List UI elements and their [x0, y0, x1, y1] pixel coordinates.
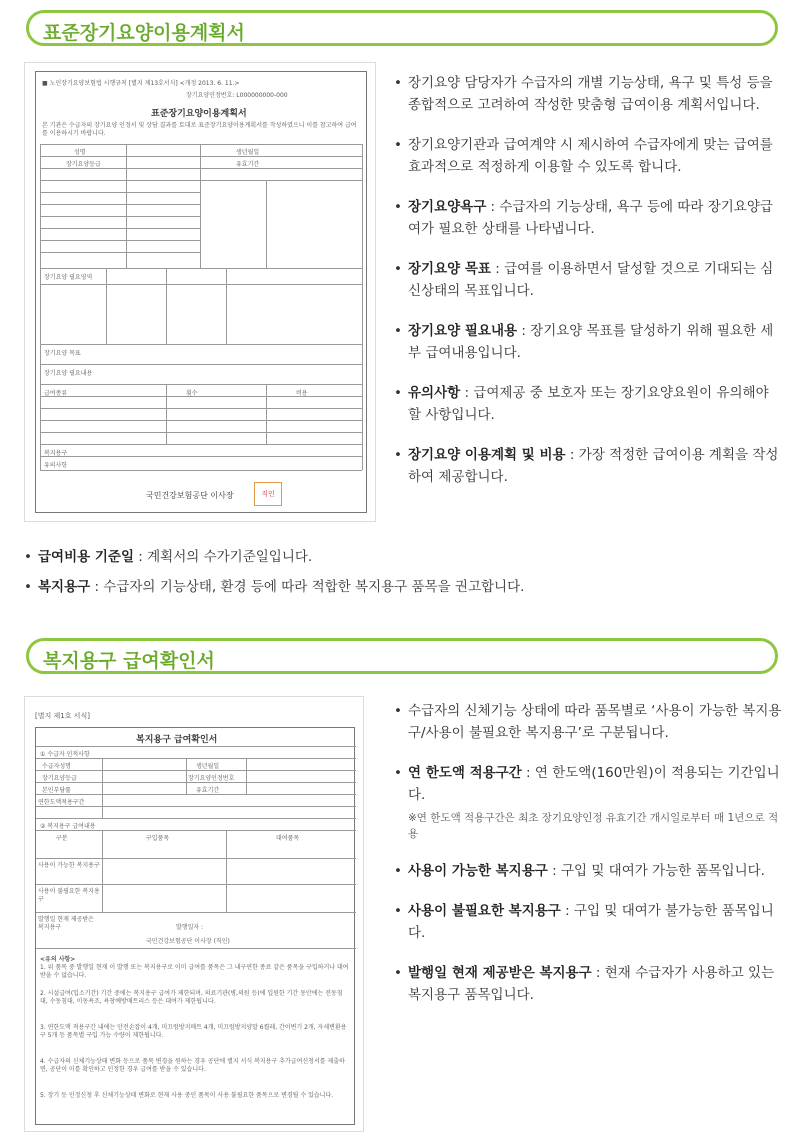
bullet-item: • 급여비용 기준일 : 계획서의 수가기준일입니다. [24, 546, 784, 568]
equipment-document-image [24, 696, 364, 1132]
issue-date-label: 발행일자 : [176, 924, 204, 931]
bullet-item: • 장기요양 목표 : 급여를 이용하면서 달성할 것으로 기대되는 심신상태의 목표입니다. [394, 258, 784, 302]
form-title: 표준장기요양이용계획서 [151, 109, 247, 119]
label-count: 횟수 [186, 390, 198, 397]
row-label: 장기요양인정번호 [188, 775, 235, 782]
note-item: ※연 한도액 적용구간은 최초 장기요양인정 유효기간 개시일로부터 매 1년으로 적용 [408, 812, 779, 840]
row-label: 본인부담률 [42, 787, 71, 794]
care-plan-form [35, 71, 367, 513]
bullet-item: • 사용이 가능한 복지용구 : 구입 및 대여가 가능한 품목입니다. [394, 860, 784, 882]
bullet-item: • 장기요양 이용계획 및 비용 : 가장 적정한 급여이용 계획을 작성하여 제공합니다. [394, 444, 784, 488]
label-cost: 비용 [296, 390, 308, 397]
label-benefit-type: 급여종류 [44, 390, 68, 397]
form-issuer: 국민건강보험공단 이사장 (직인) [146, 938, 230, 945]
note-item: 2. 시설급여(입소기간) 기간 중에는 복지용구 급여가 제한되며, 의료기관(병,의원 등)에 입원한 기간 동안에는 전동침대, 수동침대, 이동욕조, 욕창예방매트리스 등은 대여가 제한됩니다. [40, 990, 343, 1005]
official-seal: 직인 [254, 482, 282, 506]
bullet-item: • 장기요양기관과 급여계약 시 제시하여 수급자에게 맞는 급여를 효과적으로 적정하게 이용할 수 있도록 합니다. [394, 134, 784, 178]
form-issuer: 국민건강보험공단 이사장 [146, 491, 234, 500]
bullet-item: • 장기요양 필요내용 : 장기요양 목표를 달성하기 위해 필요한 세부 급여내용입니다. [394, 320, 784, 364]
note-item: 4. 수급자의 신체기능상태 변화 등으로 품목 변경을 원하는 경우 공단에 별지 서식 복지용구 추가급여신청서를 제출하면, 공단이 이를 확인하고 인정한 경우 급여를 받을 수 있습니다. [40, 1058, 345, 1073]
row-label: ② 복지용구 급여내용 [40, 823, 96, 830]
bullet-item: • 장기요양 담당자가 수급자의 개별 기능상태, 욕구 및 특성 등을 종합적으로 고려하여 작성한 맞춤형 급여이용 계획서입니다. [394, 72, 784, 116]
section-title-text: 표준장기요양이용계획서 [43, 22, 245, 44]
row-label: 구분 [56, 835, 68, 842]
care-plan-document-image [24, 62, 376, 522]
label-name: 성명 [74, 149, 86, 156]
form-title: 복지용구 급여확인서 [136, 735, 218, 745]
row-label: 유효기간 [196, 787, 220, 794]
row-label: 발행일 현재 제공받은 복지용구 [38, 916, 94, 931]
care-plan-bullet-list [394, 72, 784, 488]
row-label: 장기요양등급 [42, 775, 77, 782]
label-goal: 장기요양 목표 [44, 350, 81, 357]
label-needs-content: 장기요양 필요내용 [44, 370, 93, 377]
bullet-item: • 발행일 현재 제공받은 복지용구 : 현재 수급자가 사용하고 있는 복지용구 품목입니다. [394, 962, 784, 1006]
form-header-sub: 장기요양인정번호: L000000000-000 [186, 92, 288, 99]
label-validity: 유효기간 [236, 161, 260, 168]
bullet-item: • 수급자의 신체기능 상태에 따라 품목별로 ‘사용이 가능한 복지용구/사용이 불필요한 복지용구’로 구분됩니다. [394, 700, 784, 744]
bullet-item: • 복지용구 : 수급자의 기능상태, 환경 등에 따라 적합한 복지용구 품목을 권고합니다. [24, 576, 784, 598]
care-plan-bottom-bullets [24, 546, 784, 598]
bullet-item: • 연 한도액 적용구간 : 연 한도액(160만원)이 적용되는 기간입니다. [394, 762, 784, 806]
note-item: 1. 위 품목 중 발행일 현재 이 발행 또는 복지용구로 이미 급여를 품목은 그 내구연한 종료 같은 품목을 구입하거나 대여 받을 수 없습니다. [40, 964, 349, 979]
equipment-bullet-list [394, 700, 784, 1006]
label-birth: 생년월일 [236, 149, 260, 156]
label-grade: 장기요양등급 [66, 161, 101, 168]
section-title-text: 복지용구 급여확인서 [43, 650, 215, 672]
row-label: 수급자성명 [42, 763, 71, 770]
bullet-item: • 장기요양욕구 : 수급자의 기능상태, 욕구 등에 따라 장기요양급여가 필요한 상태를 나타냅니다. [394, 196, 784, 240]
form-header-note: ■ 노인장기요양보험법 시행규칙 [별지 제13호서식] <개정 2013. 6. 11.> [42, 80, 240, 87]
form-intro: 본 기관은 수급자의 장기요양 인정서 및 상담 결과를 토대로 표준장기요양이용계획서를 작성하였으니 이를 참고하여 급여를 이용하시기 바랍니다. [42, 122, 357, 137]
row-label: 구입품목 [146, 835, 170, 842]
note-item: 3. 연한도액 적용구간 내에는 안전손잡이 4개, 미끄럼방지매트 4개, 미끄럼방지양말 6켤레, 간이변기 2개, 자세변환용구 5개 등 품목별 구입 가능 수량이 제한됩니다. [40, 1024, 347, 1039]
row-label: 사용이 불필요한 복지용구 [38, 888, 100, 903]
label-notes: 유의사항 [44, 462, 68, 469]
bullet-item: • 사용이 불필요한 복지용구 : 구입 및 대여가 불가능한 품목입니다. [394, 900, 784, 944]
label-welfare-equipment: 복지용구 [44, 450, 68, 457]
row-label: 연한도액적용구간 [38, 799, 85, 806]
row-label: 대여품목 [276, 835, 300, 842]
equipment-form [35, 727, 355, 1125]
form-header-note: [별지 제1호 서식] [35, 712, 90, 720]
row-label: 생년월일 [196, 763, 220, 770]
label-needs-area: 장기요양 필요영역 [44, 274, 93, 281]
section-title-care-plan [26, 10, 778, 46]
notes-title: <유의 사항> [40, 956, 76, 963]
section-title-equipment [26, 638, 778, 674]
note-item: 5. 장기 등 인정신청 후 신체기능상태 변화로 현재 사용 중인 품목이 사용 불필요한 품목으로 변경될 수 있습니다. [40, 1092, 334, 1099]
row-label: 사용이 가능한 복지용구 [38, 862, 100, 869]
row-label: ① 수급자 인적사항 [40, 751, 90, 758]
bullet-item: • 유의사항 : 급여제공 중 보호자 또는 장기요양요원이 유의해야 할 사항입니다. [394, 382, 784, 426]
